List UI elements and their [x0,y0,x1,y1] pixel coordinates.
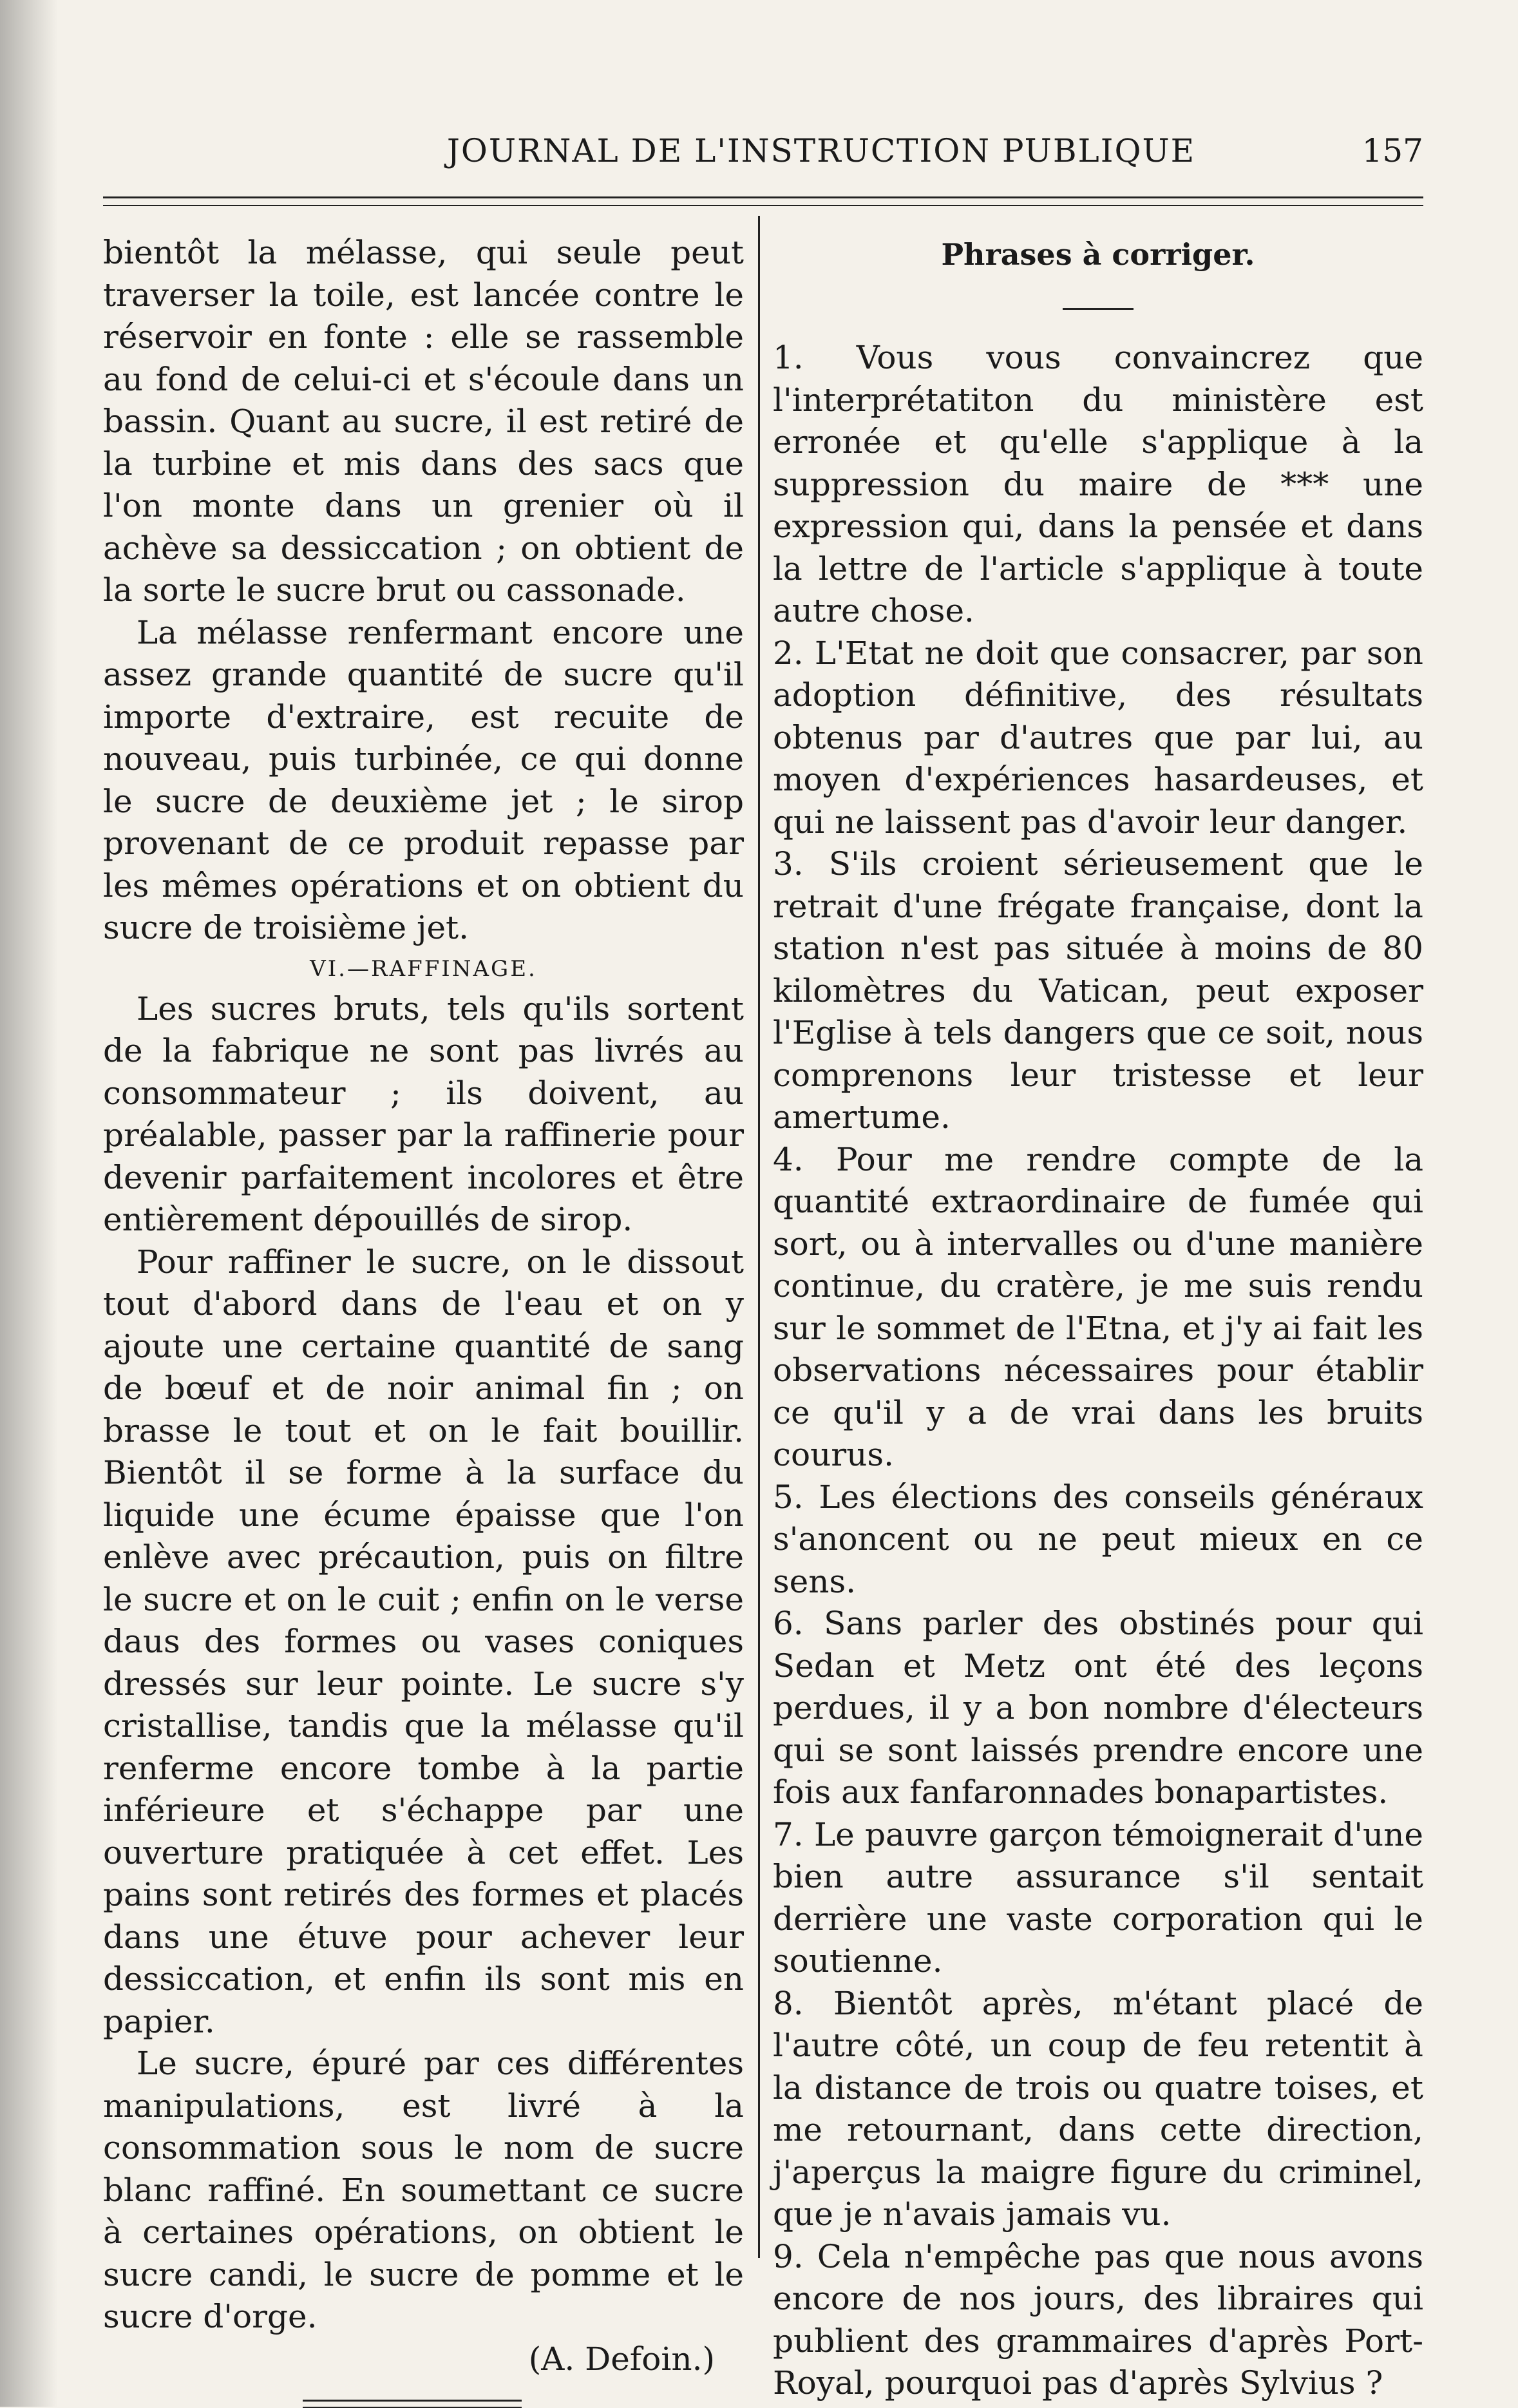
list-item: 7. Le pauvre garçon témoignerait d'une bien autre assurance s'il sentait derrière une vaste corporation qui le soutienne. [773,1815,1423,1980]
right-column [773,232,1423,2405]
page-number: 157 [1361,132,1423,169]
section-title: Phrases à corriger. [941,237,1255,272]
page-edge-shadow [0,0,58,2407]
paragraph: Pour raffiner le sucre, on le dissout tout d'abord dans de l'eau et on y ajoute une certaine quantité de sang de bœuf et de noir animal fin ; on brasse le tout et on le fait bouillir. Bientôt il se forme à la surface du liquide une écume épaisse que l'on enlève avec précaution, puis on filtre le sucre et on le cuit ; enfin on le verse daus des formes ou vases coniques dressés sur leur pointe. Le sucre s'y cristallise, tandis que la mélasse qu'il renferme encore tombe à la partie inférieure et s'échappe par une ouverture pratiquée à cet effet. Les pains sont retirés des formes et placés dans une étuve pour achever leur dessiccation, et enfin ils sont mis en papier. [103,1243,744,2040]
column-divider [758,216,760,2258]
page-header [103,132,1423,177]
paragraph: Les sucres bruts, tels qu'ils sortent de la fabrique ne sont pas livrés au consommateur ; ils doivent, au préalable, passer par la raffinerie pour devenir parfaitement incolores et être entièrement dépouillés de sirop. [103,989,744,1238]
left-column [103,232,744,2408]
list-item: 2. L'Etat ne doit que consacrer, par son adoption définitive, des résultats obtenus par d'autres que par lui, au moyen d'expériences hasardeuses, et qui ne laissent pas d'avoir leur danger. [773,634,1423,841]
title-rule [1063,308,1134,310]
author-signature: (A. Defoin.) [528,2340,715,2378]
list-item: 5. Les élections des conseils généraux s'anoncent ou ne peut mieux en ce sens. [773,1478,1423,1600]
list-item: 4. Pour me rendre compte de la quantité extraordinaire de fumée qui sort, ou à intervalles ou d'une manière continue, du cratère, je me suis rendu sur le sommet de l'Etna, et j'y ai fait les observations nécessaires pour établir ce qu'il y a de vrai dans les bruits courus. [773,1140,1423,1473]
list-item: 3. S'ils croient sérieusement que le retrait d'une frégate française, dont la station n'est pas située à moins de 80 kilomètres du Vatican, peut exposer l'Eglise à tels dangers que ce soit, nous comprenons leur tristesse et leur amertume. [773,845,1423,1136]
list-item: 8. Bientôt après, m'étant placé de l'autre côté, un coup de feu retentit à la distance de trois ou quatre toises, et me retournant, dans cette direction, j'aperçus la maigre figure du criminel, que je n'avais jamais vu. [773,1984,1423,2233]
paragraph: bientôt la mélasse, qui seule peut traverser la toile, est lancée contre le réservoir en fonte : elle se rassemble au fond de celui-ci et s'écoule dans un bassin. Quant au sucre, il est retiré de la turbine et mis dans des sacs que l'on monte dans un grenier où il achève sa dessiccation ; on obtient de la sorte le sucre brut ou cassonade. [103,234,744,609]
paragraph: Le sucre, épuré par ces différentes manipulations, est livré à la consommation sous le nom de sucre blanc raffiné. En soumettant ce sucre à certaines opérations, on obtient le sucre candi, le sucre de pomme et le sucre d'orge. [103,2045,744,2335]
header-rule-secondary [103,205,1423,206]
header-rule [103,196,1423,198]
section-heading: VI.—RAFFINAGE. [310,955,537,982]
list-item: 9. Cela n'empêche pas que nous avons encore de nos jours, des libraires qui publient des grammaires d'après Port-Royal, pourquoi pas d'après Sylvius ? [773,2237,1423,2402]
paragraph: La mélasse renfermant encore une assez grande quantité de sucre qu'il importe d'extraire, est recuite de nouveau, puis turbinée, ce qui donne le sucre de deuxième jet ; le sirop provenant de ce produit repasse par les mêmes opérations et on obtient du sucre de troisième jet. [103,613,744,946]
list-item: 1. Vous vous convaincrez que l'interprétatiton du ministère est erronée et qu'elle s'applique à la suppression du maire de *** une expression qui, dans la pensée et dans la lettre de l'article s'applique à toute autre chose. [773,339,1423,629]
running-title: JOURNAL DE L'INSTRUCTION PUBLIQUE [446,132,1196,169]
end-rule [303,2400,522,2402]
list-item: 6. Sans parler des obstinés pour qui Sedan et Metz ont été des leçons perdues, il y a bon nombre d'électeurs qui se sont laissés prendre encore une fois aux fanfaronnades bonapartistes. [773,1605,1423,1811]
